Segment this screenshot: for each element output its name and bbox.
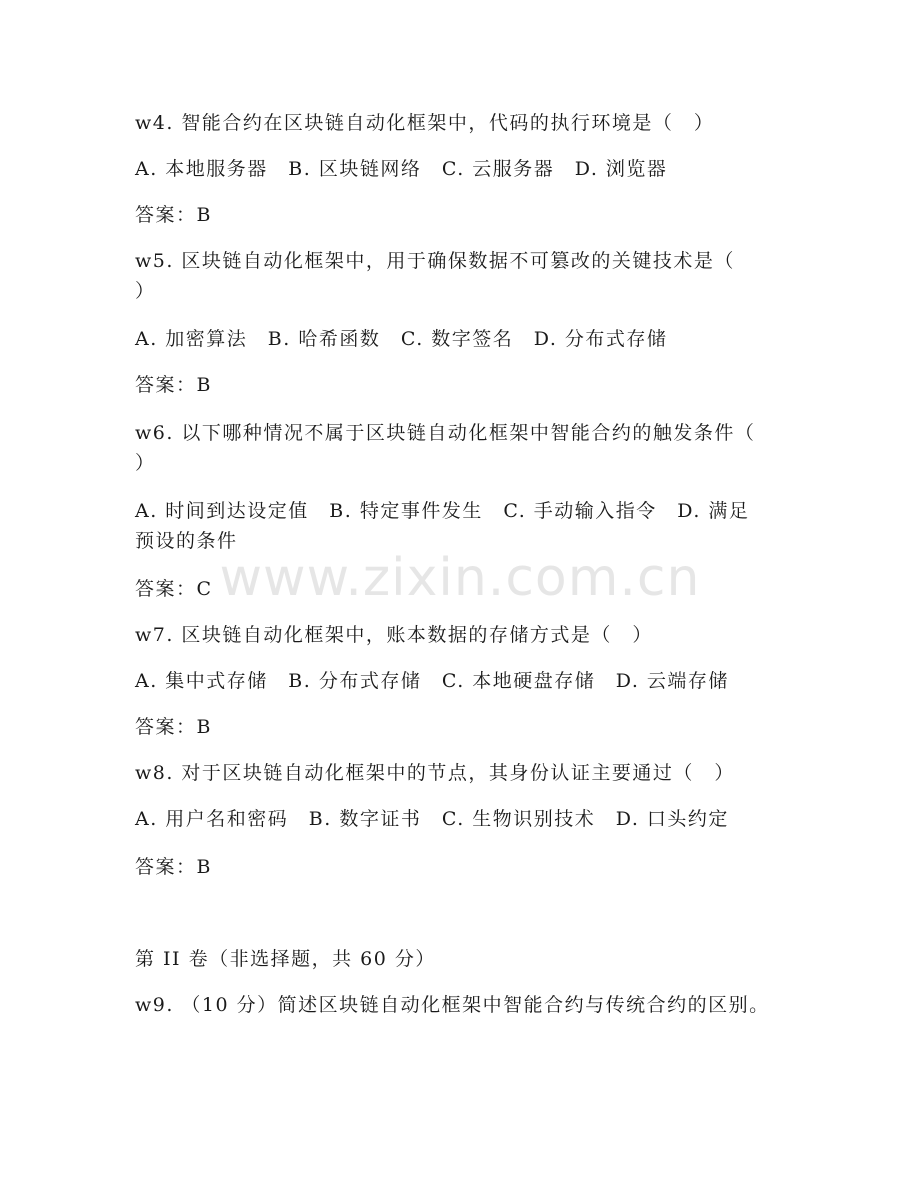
- question-5-stem-line1: w5. 区块链自动化框架中，用于确保数据不可篡改的关键技术是（: [135, 250, 735, 272]
- question-7-stem: w7. 区块链自动化框架中，账本数据的存储方式是（ ）: [135, 624, 653, 646]
- question-4-answer: 答案：B: [135, 204, 212, 226]
- question-6-options-line2: 预设的条件: [135, 530, 238, 552]
- question-9-stem: w9. （10 分）简述区块链自动化框架中智能合约与传统合约的区别。: [135, 994, 770, 1016]
- question-6-options-line1: A. 时间到达设定值 B. 特定事件发生 C. 手动输入指令 D. 满足: [135, 500, 750, 522]
- watermark: www.zixin.com.cn: [219, 548, 701, 608]
- question-5-answer: 答案：B: [135, 374, 212, 396]
- question-4-stem: w4. 智能合约在区块链自动化框架中，代码的执行环境是（ ）: [135, 112, 715, 134]
- question-8-answer: 答案：B: [135, 856, 212, 878]
- question-6-answer: 答案：C: [135, 578, 213, 600]
- question-8-stem: w8. 对于区块链自动化框架中的节点，其身份认证主要通过（ ）: [135, 762, 735, 784]
- question-6-stem-line1: w6. 以下哪种情况不属于区块链自动化框架中智能合约的触发条件（: [135, 422, 756, 444]
- question-7-answer: 答案：B: [135, 716, 212, 738]
- question-5-stem-line2: ）: [135, 280, 156, 302]
- question-8-options: A. 用户名和密码 B. 数字证书 C. 生物识别技术 D. 口头约定: [135, 808, 729, 830]
- question-7-options: A. 集中式存储 B. 分布式存储 C. 本地硬盘存储 D. 云端存储: [135, 670, 729, 692]
- question-6-stem-line2: ）: [135, 452, 156, 474]
- section-2-heading: 第 II 卷（非选择题，共 60 分）: [135, 948, 436, 970]
- question-4-options: A. 本地服务器 B. 区块链网络 C. 云服务器 D. 浏览器: [135, 158, 668, 180]
- question-5-options: A. 加密算法 B. 哈希函数 C. 数字签名 D. 分布式存储: [135, 328, 668, 350]
